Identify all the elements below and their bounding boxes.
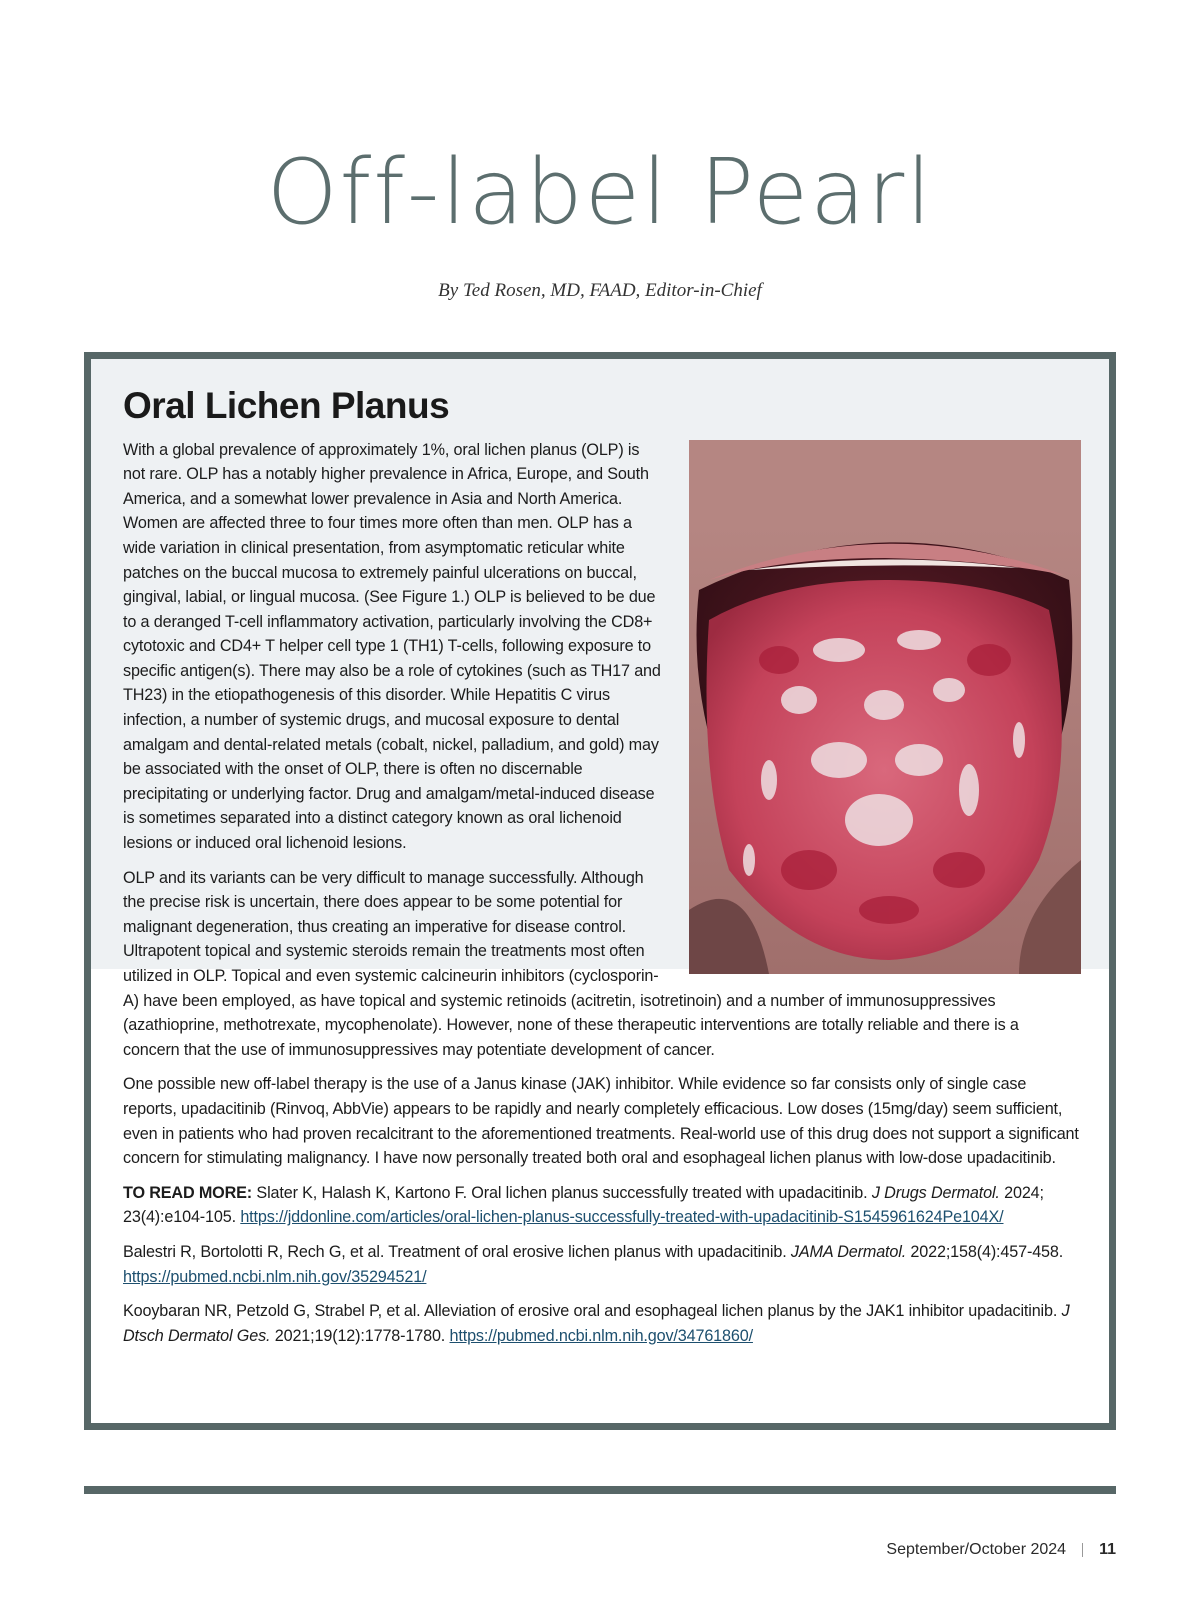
reference-link[interactable]: https://pubmed.ncbi.nlm.nih.gov/35294521/: [123, 1267, 427, 1286]
article-paragraph: One possible new off-label therapy is the use of a Janus kinase (JAK) inhibitor. While evidence so far consists only of single case reports, upadacitinib (Rinvoq, AbbVie) appears to be rapidly and nearly completely efficacious. Low doses (15mg/day) seem sufficient, even in patients who had proven recalcitrant to the aforementioned treatments. Real-world use of this drug does not support a significant concern for stimulating malignancy. I have now personally treated both oral and esophageal lichen planus with low-dose upadacitinib.: [123, 1075, 1079, 1168]
reference-text: Balestri R, Bortolotti R, Rech G, et al. Treatment of oral erosive lichen planus with upadacitinib.: [123, 1242, 787, 1261]
reference-details: 2024; 23(4):e104-105.: [123, 1183, 1044, 1227]
reference-journal: J Dtsch Dermatol Ges.: [123, 1302, 1070, 1345]
article-box: [84, 352, 1116, 1430]
page-number: 11: [1099, 1541, 1116, 1558]
page-footer: [886, 1541, 1116, 1559]
reference-details: 2022;158(4):457-458.: [910, 1242, 1064, 1261]
article-content: [123, 385, 1079, 1358]
reference-journal: J Drugs Dermatol.: [871, 1183, 1000, 1202]
reference-item: [123, 1181, 1079, 1230]
reference-text: Slater K, Halash K, Kartono F. Oral lichen planus successfully treated with upadacitinib.: [256, 1183, 868, 1202]
reference-link[interactable]: https://pubmed.ncbi.nlm.nih.gov/34761860/: [449, 1326, 753, 1345]
footer-separator: [1082, 1543, 1083, 1557]
article-heading: Oral Lichen Planus: [123, 385, 450, 426]
footer-rule: [84, 1486, 1116, 1494]
reference-lead: TO READ MORE:: [123, 1183, 253, 1202]
figure-oral-lichen-planus-photo: [689, 440, 1081, 974]
page-title: Off-label Pearl: [266, 140, 934, 245]
reference-text: Kooybaran NR, Petzold G, Strabel P, et al. Alleviation of erosive oral and esophageal lichen planus by the JAK1 inhibitor upadacitinib.: [123, 1302, 1058, 1321]
issue-date: September/October 2024: [886, 1541, 1067, 1558]
article-paragraph: OLP and its variants can be very difficult to manage successfully. Although the precise risk is uncertain, there does appear to be some potential for malignant degeneration, thus creating an imperative for disease control. Ultrapotent topical and systemic steroids remain the treatments most often utilized in OLP. Topical and even systemic calcineurin inhibitors (cyclosporin-A) have been employed, as have topical and systemic retinoids (acitretin, isotretinoin) and a number of immunosuppressives (azathioprine, methotrexate, mycophenolate). However, none of these therapeutic interventions are totally reliable and there is a concern that the use of immunosuppressives may potentiate development of cancer.: [123, 868, 1019, 1059]
reference-journal: JAMA Dermatol.: [790, 1242, 907, 1261]
tongue-photo-illustration: [689, 440, 1081, 974]
article-paragraph: With a global prevalence of approximately 1%, oral lichen planus (OLP) is not rare. OLP has a notably higher prevalence in Africa, Europe, and South America, and a somewhat lower prevalence in Asia and North America. Women are affected three to four times more often than men. OLP has a wide variation in clinical presentation, from asymptomatic reticular white patches on the buccal mucosa to extremely painful ulcerations on buccal, gingival, labial, or lingual mucosa. (See Figure 1.) OLP is believed to be due to a deranged T-cell inflammatory activation, particularly involving the CD8+ cytotoxic and CD4+ T helper cell type 1 (TH1) T-cells, following exposure to specific antigen(s). There may also be a role of cytokines (such as TH17 and TH23) in the etiopathogenesis of this disorder. While Hepatitis C virus infection, a number of systemic drugs, and mucosal exposure to dental amalgam and dental-related metals (cobalt, nickel, palladium, and gold) may be associated with the onset of OLP, there is often no discernable precipitating or underlying factor. Drug and amalgam/metal-induced disease is sometimes separated into a distinct category known as oral lichenoid lesions or induced oral lichenoid lesions.: [123, 440, 661, 853]
reference-item: [123, 1299, 1079, 1348]
byline: By Ted Rosen, MD, FAAD, Editor-in-Chief: [438, 280, 762, 301]
reference-details: 2021;19(12):1778-1780.: [274, 1326, 446, 1345]
reference-link[interactable]: https://jddonline.com/articles/oral-lichen-planus-successfully-treated-with-upadacitinib-S1545961624Pe104X/: [240, 1208, 1004, 1227]
reference-item: [123, 1240, 1079, 1289]
